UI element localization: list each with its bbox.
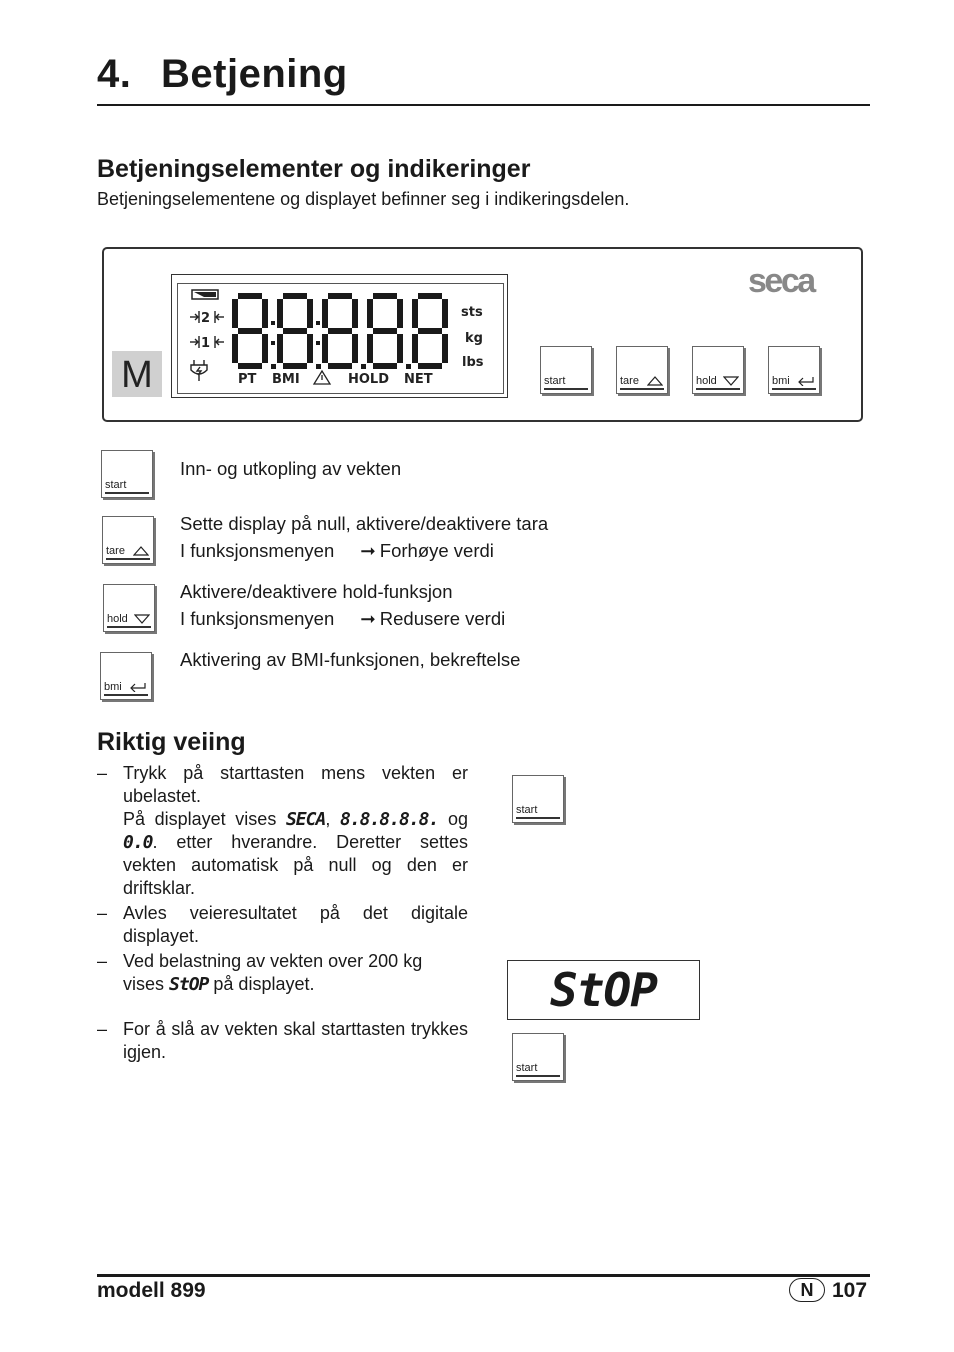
- seg-zero: 0.0: [123, 832, 153, 853]
- triangle-up-icon: [647, 376, 663, 386]
- digit-segment: [232, 299, 238, 328]
- digit-segment: [367, 299, 373, 328]
- list-item-text: For å slå av vekten skal starttasten trykkes igjen.: [123, 1019, 468, 1062]
- digit-segment: [307, 299, 313, 328]
- memory-key: M: [112, 351, 162, 397]
- seven-segment-digits: [232, 293, 448, 369]
- digit-colon: [316, 341, 320, 345]
- bmi-key-description: [180, 646, 520, 673]
- unit-lbs: lbs: [462, 355, 484, 370]
- digit-segment: [328, 363, 352, 369]
- digit-segment: [418, 293, 442, 299]
- start-key[interactable]: [101, 450, 153, 498]
- digit-segment: [328, 328, 352, 334]
- list-item-text: Trykk på starttasten mens vekten er ubelastet.: [123, 763, 468, 806]
- key-label: start: [516, 1062, 538, 1074]
- desc-menu-label: I funksjonsmenyen: [180, 540, 335, 561]
- start-key-illustration-2[interactable]: [512, 1033, 564, 1081]
- indicator-net: NET: [404, 372, 433, 387]
- tare-key[interactable]: [102, 516, 154, 564]
- digit-segment: [397, 299, 403, 328]
- desc-line: Aktivere/deaktivere hold-funksjon: [180, 581, 453, 602]
- tare-key-description: [180, 510, 548, 564]
- digit-segment: [277, 334, 283, 363]
- digit-segment: [373, 293, 397, 299]
- desc-line: Sette display på null, aktivere/deaktivere tara: [180, 513, 549, 534]
- seg-full: 8.8.8.8.8.: [339, 809, 439, 830]
- enter-arrow-icon: [797, 376, 815, 386]
- digit-point: [316, 364, 321, 369]
- digit-segment: [352, 299, 358, 328]
- stop-display-text: StOP: [550, 963, 657, 1017]
- indicator-pt: PT: [238, 372, 257, 387]
- warning-icon: [314, 371, 330, 384]
- digit-segment: [412, 334, 418, 363]
- seg-seca: SECA: [285, 809, 326, 830]
- panel-hold-key[interactable]: [692, 346, 744, 394]
- digit-segment: [283, 328, 307, 334]
- enter-arrow-icon: [129, 682, 147, 692]
- page-number: 107: [832, 1279, 868, 1302]
- digit-segment: [367, 334, 373, 363]
- key-label: tare: [106, 545, 125, 557]
- bmi-key[interactable]: [100, 652, 152, 700]
- seca-logo: seca: [748, 262, 814, 300]
- digit-segment: [328, 293, 352, 299]
- key-label: bmi: [104, 681, 122, 693]
- panel-tare-key[interactable]: [616, 346, 668, 394]
- key-label: start: [516, 804, 538, 816]
- desc-line: Inn- og utkopling av vekten: [180, 458, 402, 479]
- desc-menu-label: I funksjonsmenyen: [180, 608, 335, 629]
- key-label: tare: [620, 375, 639, 387]
- unit-kg: kg: [465, 331, 483, 346]
- range-1-label: 1: [201, 336, 211, 351]
- chapter-heading: [97, 52, 348, 97]
- triangle-down-icon: [723, 376, 739, 386]
- digit-segment: [418, 328, 442, 334]
- digit-segment: [232, 334, 238, 363]
- digit-segment: [352, 334, 358, 363]
- list-item-text: Ved belastning av vekten over 200 kg vises StOP på displayet.: [123, 951, 423, 995]
- key-label: bmi: [772, 375, 790, 387]
- digit-colon: [316, 321, 320, 325]
- digit-segment: [238, 293, 262, 299]
- digit-colon: [271, 341, 275, 345]
- section-heading-weighing: Riktig veiing: [97, 728, 246, 756]
- hold-key[interactable]: [103, 584, 155, 632]
- desc-line: Aktivering av BMI-funksjonen, bekreftelse: [180, 649, 521, 670]
- arrow-right-icon: ➞: [360, 608, 376, 629]
- digit-segment: [373, 328, 397, 334]
- plug-icon: [191, 360, 207, 381]
- panel-start-key[interactable]: [540, 346, 592, 394]
- digit-segment: [283, 363, 307, 369]
- desc-menu-result: Forhøye verdi: [379, 540, 494, 561]
- digit-segment: [262, 299, 268, 328]
- digit-segment: [322, 299, 328, 328]
- key-label: hold: [696, 375, 717, 387]
- hold-key-description: [180, 578, 505, 632]
- panel-bmi-key[interactable]: [768, 346, 820, 394]
- digit-segment: [418, 363, 442, 369]
- triangle-down-icon: [134, 614, 150, 624]
- seg-stop: StOP: [169, 974, 209, 995]
- footer-rule: [97, 1274, 870, 1277]
- desc-menu-result: Redusere verdi: [379, 608, 506, 629]
- key-label: hold: [107, 613, 128, 625]
- digit-segment: [262, 334, 268, 363]
- digit-segment: [307, 334, 313, 363]
- indicator-bmi: BMI: [272, 372, 300, 387]
- digit-segment: [322, 334, 328, 363]
- digit-segment: [442, 334, 448, 363]
- chapter-number: 4.: [97, 52, 132, 96]
- section-heading-controls: Betjeningselementer og indikeringer: [97, 155, 531, 183]
- digit-segment: [277, 299, 283, 328]
- start-key-illustration[interactable]: [512, 775, 564, 823]
- battery-icon: [192, 290, 218, 299]
- digit-segment: [442, 299, 448, 328]
- digit-segment: [238, 328, 262, 334]
- chapter-title: Betjening: [161, 52, 348, 96]
- stop-display: [507, 960, 700, 1020]
- start-key-description: [180, 455, 401, 482]
- digit-colon: [271, 321, 275, 325]
- heading-rule: [97, 104, 870, 106]
- list-item-text: Avles veieresultatet på det digitale displayet.: [123, 903, 468, 946]
- language-badge: N: [789, 1278, 825, 1302]
- digit-point: [271, 364, 276, 369]
- key-label: start: [105, 479, 127, 491]
- digit-segment: [283, 293, 307, 299]
- digit-segment: [238, 363, 262, 369]
- range-2-label: 2: [201, 311, 211, 326]
- arrow-right-icon: ➞: [360, 540, 376, 561]
- triangle-up-icon: [133, 546, 149, 556]
- unit-sts: sts: [461, 305, 483, 320]
- digit-point: [406, 364, 411, 369]
- digit-segment: [373, 363, 397, 369]
- digit-point: [361, 364, 366, 369]
- digit-segment: [412, 299, 418, 328]
- digit-segment: [397, 334, 403, 363]
- footer-model: modell 899: [97, 1279, 206, 1302]
- lcd-segments: [180, 285, 502, 391]
- list-item-text: På displayet vises SECA, 8.8.8.8.8. og 0.0. etter hverandre. Deretter settes vekten automatisk på null og den er driftsklar.: [123, 809, 468, 898]
- key-label: start: [544, 375, 566, 387]
- section-intro: Betjeningselementene og displayet befinner seg i indikeringsdelen.: [97, 189, 630, 209]
- indicator-hold: HOLD: [348, 372, 390, 387]
